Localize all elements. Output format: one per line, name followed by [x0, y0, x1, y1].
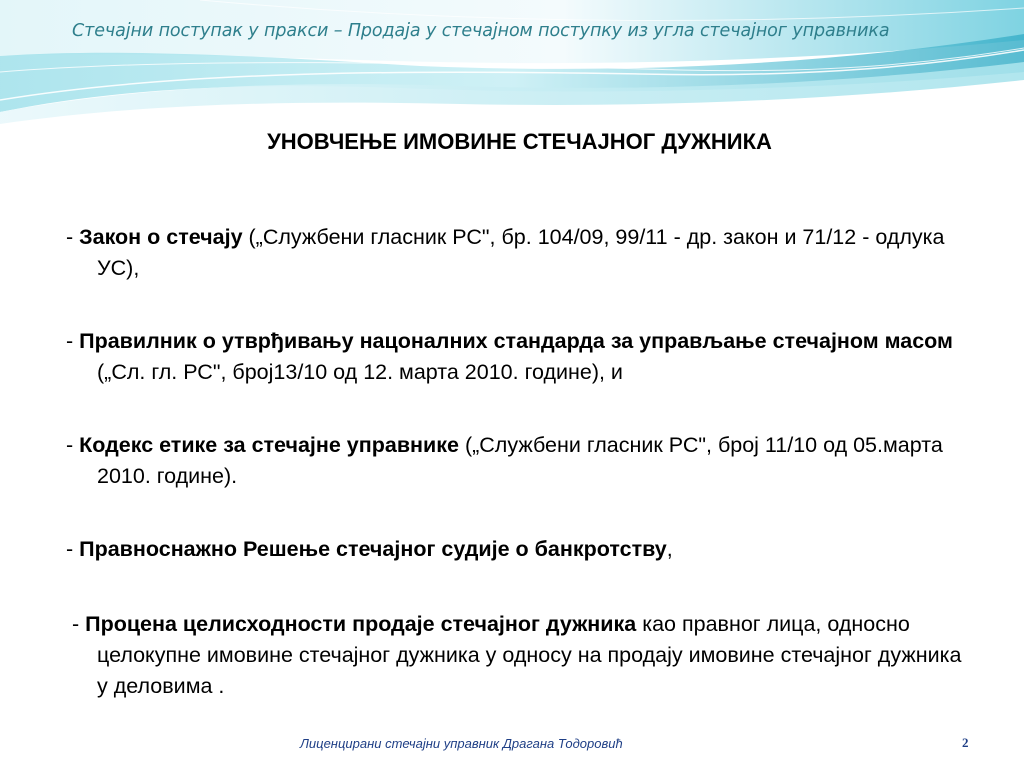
item-text: ,	[666, 536, 673, 561]
item-dash: -	[66, 611, 86, 636]
item-bold-text: Процена целисходности продаје стечајног дужника	[85, 611, 637, 636]
section-heading: УНОВЧЕЊЕ ИМОВИНЕ СТЕЧАЈНОГ ДУЖНИКА	[267, 129, 772, 154]
list-item	[66, 222, 966, 284]
item-bold-text: Правноснажно Решење стечајног судије о банкротству	[79, 536, 667, 561]
item-text: („Службени гласник РС", број 11/10 од 05.марта 2010. године).	[97, 432, 943, 488]
item-dash: -	[66, 432, 80, 457]
item-dash: -	[66, 224, 80, 249]
list-item	[66, 609, 966, 702]
item-bold-text: Закон о стечају	[79, 224, 243, 249]
header-wave-decoration	[0, 0, 1024, 130]
item-dash: -	[66, 328, 80, 353]
item-bold-text: Кодекс етике за стечајне управнике	[79, 432, 459, 457]
item-dash: -	[66, 536, 80, 561]
footer-author: Лиценцирани стечајни управник Драгана Тодоровић	[300, 736, 623, 751]
list-item	[66, 326, 966, 388]
item-text: („Службени гласник РС", бр. 104/09, 99/11 - др. закон и 71/12 - одлука УС),	[97, 224, 945, 280]
list-item	[66, 534, 966, 565]
item-text: као правног лица, односно целокупне имовине стечајног дужника у односу на продају имовине стечајног дужника у деловима .	[97, 611, 968, 698]
item-text: („Сл. гл. РС", број13/10 од 12. марта 2010. године), и	[97, 359, 623, 384]
slide-title: Стечајни поступак у пракси – Продаја у стечајном поступку из угла стечајног управника	[72, 21, 890, 41]
page-number: 2	[962, 735, 969, 750]
list-item	[66, 430, 966, 492]
item-bold-text: Правилник о утврђивању нацоналних стандарда за управљање стечајном масом	[79, 328, 953, 353]
